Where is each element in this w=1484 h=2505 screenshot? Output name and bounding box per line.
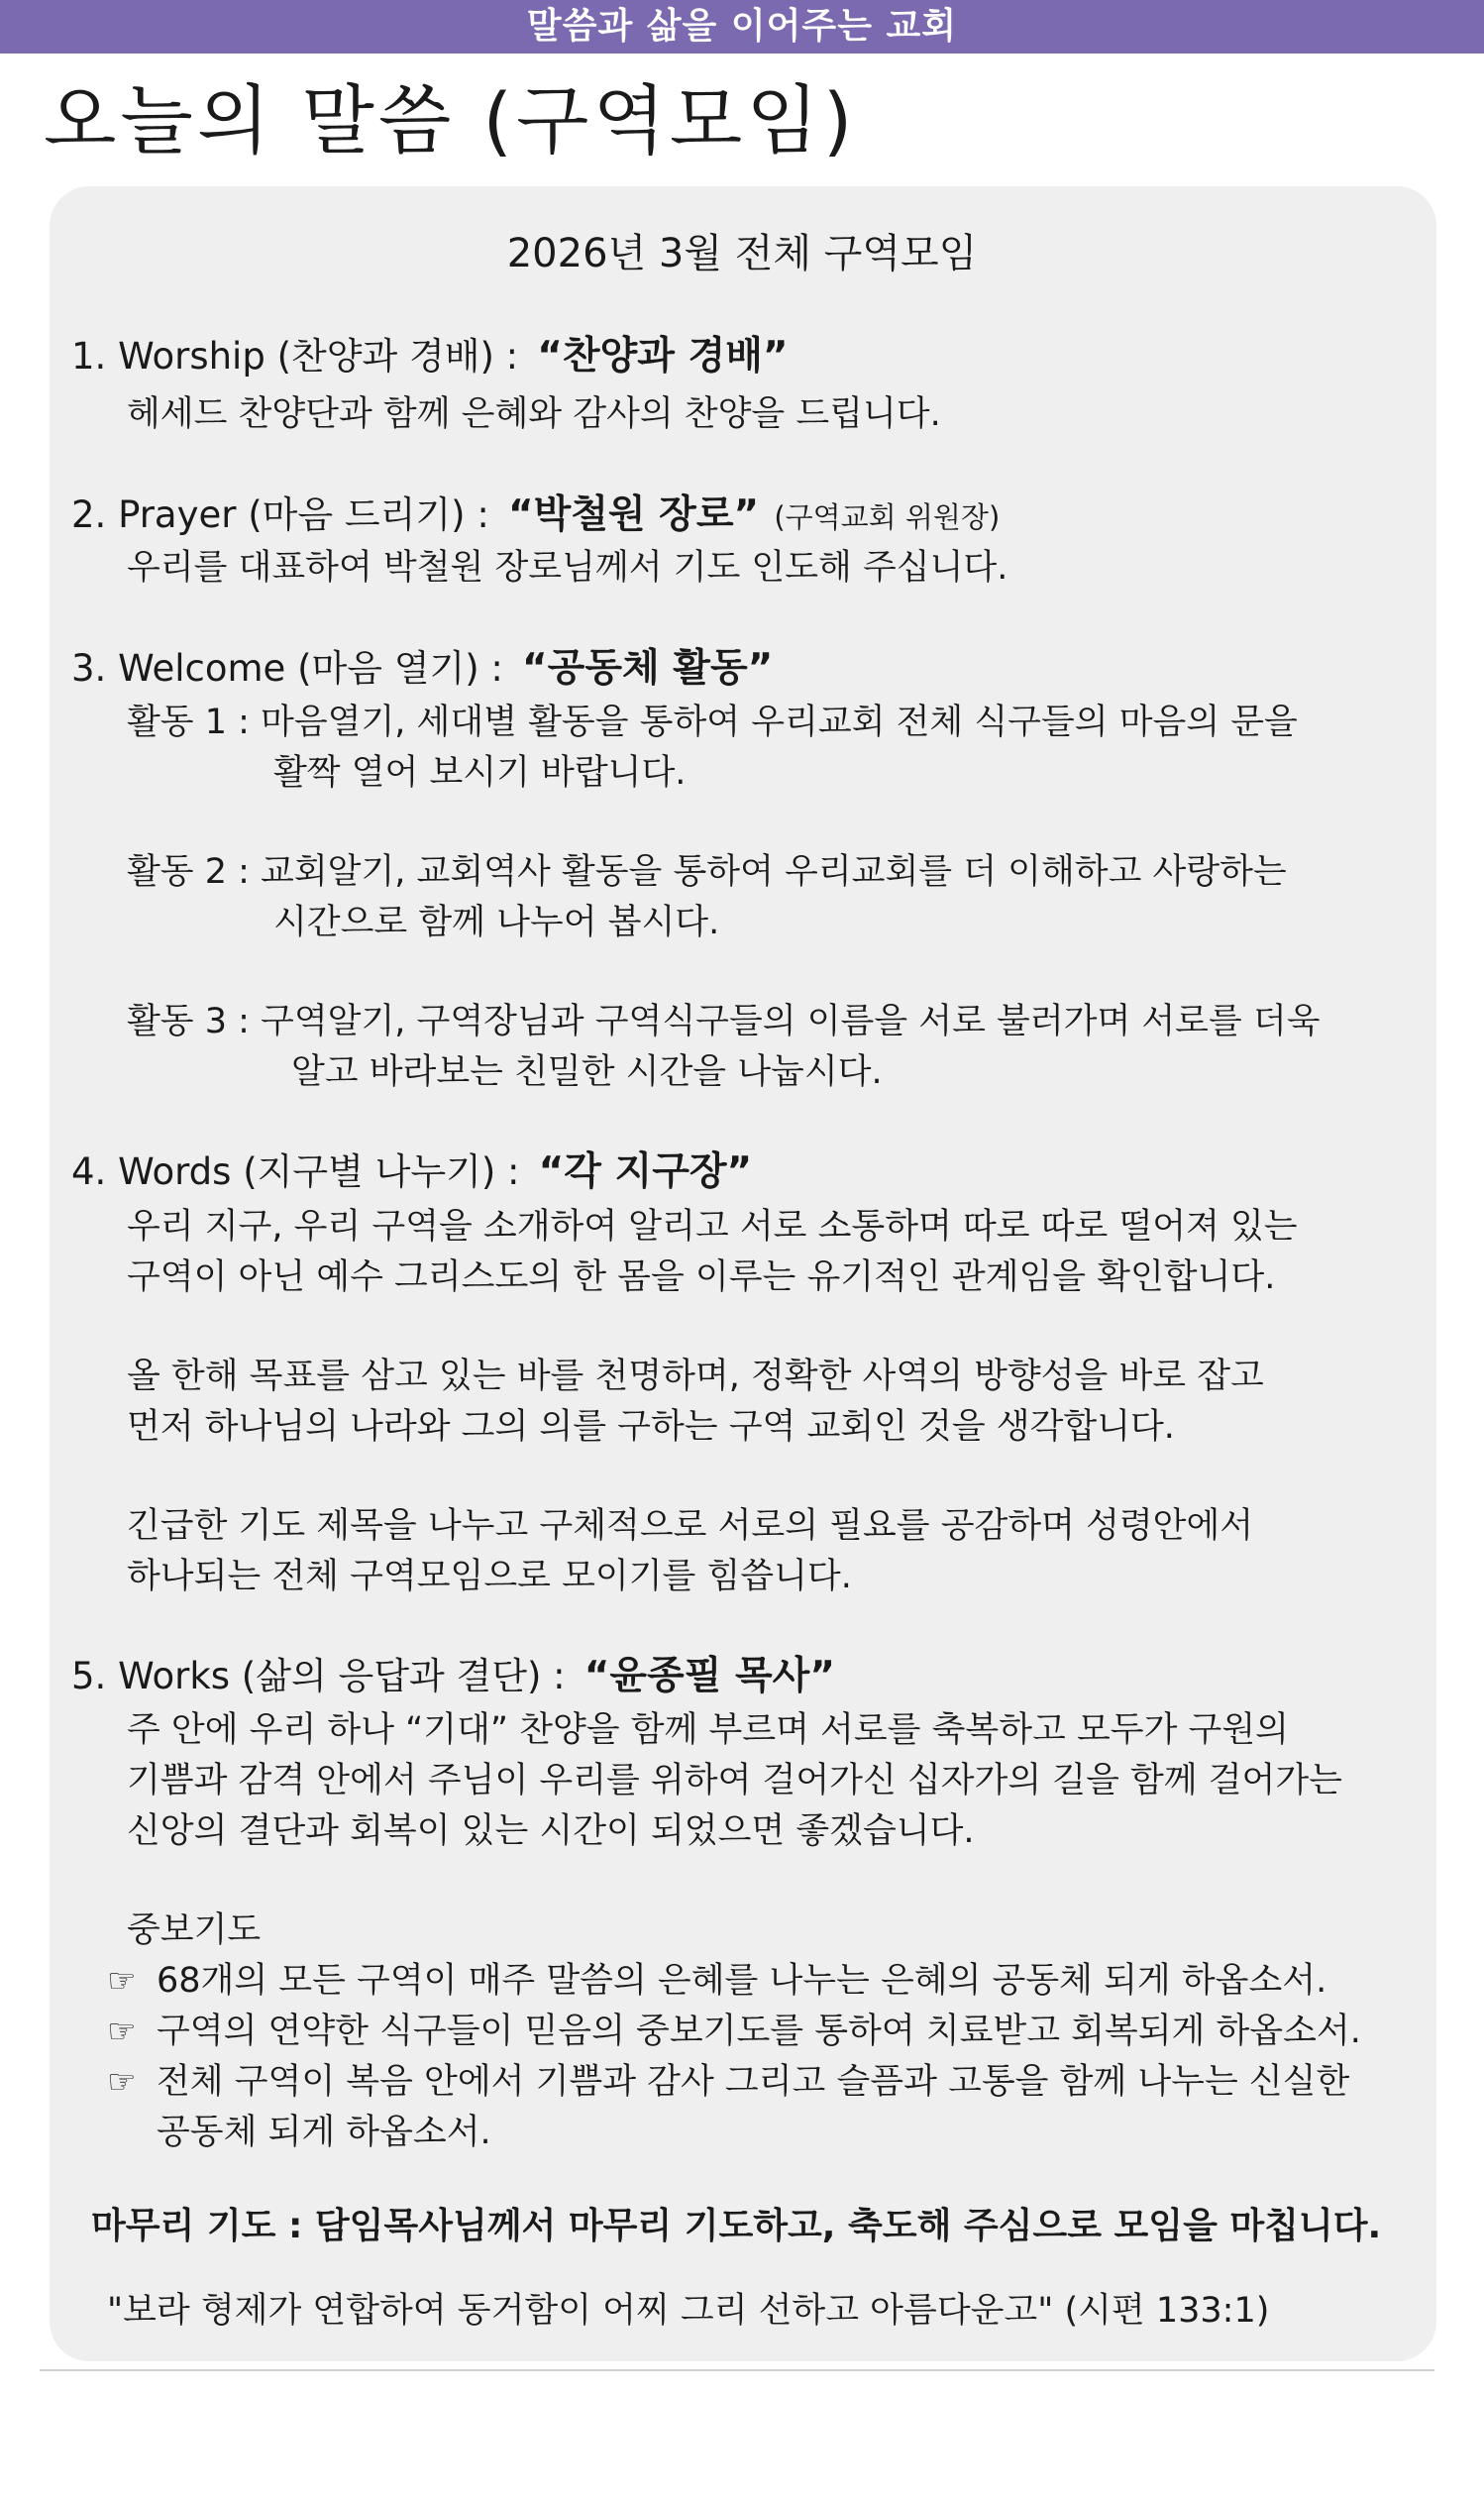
intercession-item — [107, 1956, 1326, 2006]
section-1-heading-row — [71, 332, 789, 382]
section-4-paragraph-3-line-2: 하나되는 전체 구역모임으로 모이기를 힘씁니다. — [127, 1557, 852, 1596]
section-5-heading-row — [71, 1652, 835, 1702]
section-4-paragraph-1-line-1: 우리 지구, 우리 구역을 소개하여 알리고 서로 소통하며 따로 따로 떨어져 있는 — [127, 1207, 1298, 1247]
activity-2-line-2: 시간으로 함께 나누어 봅시다. — [273, 903, 720, 942]
activity-2-line-1: 활동 2 : 교회알기, 교회역사 활동을 통하여 우리교회를 더 이해하고 사랑하는 — [127, 852, 1287, 892]
section-5-line-1: 주 안에 우리 하나 “기대” 찬양을 함께 부르며 서로를 축복하고 모두가 구원의 — [127, 1710, 1289, 1750]
bottom-divider — [40, 2369, 1434, 2371]
scripture-verse: "보라 형제가 연합하여 동거함이 어찌 그리 선하고 아름다운고" (시편 133:1) — [107, 2291, 1270, 2331]
section-4-leader: “각 지구장” — [538, 1149, 753, 1194]
intercession-item-continuation: 공동체 되게 하옵소서. — [157, 2113, 491, 2152]
section-3-heading-row — [71, 644, 773, 695]
section-4-paragraph-2-line-2: 먼저 하나님의 나라와 그의 의를 구하는 구역 교회인 것을 생각합니다. — [127, 1407, 1175, 1447]
intercession-item — [107, 2057, 1349, 2107]
section-2-text: 우리를 대표하여 박철원 장로님께서 기도 인도해 주십니다. — [127, 548, 1008, 588]
section-2-leader: “박철원 장로” — [507, 492, 760, 537]
activity-1-line-2: 활짝 열어 보시기 바랍니다. — [273, 753, 687, 793]
section-5-line-3: 신앙의 결단과 회복이 있는 시간이 되었으면 좋겠습니다. — [127, 1811, 975, 1851]
section-4-paragraph-3-line-1: 긴급한 기도 제목을 나누고 구체적으로 서로의 필요를 공감하며 성령안에서 — [127, 1506, 1254, 1546]
pointing-hand-icon: ☞ — [107, 2062, 137, 2101]
section-4-heading: 4. Words (지구별 나누기) : — [71, 1150, 520, 1193]
section-1-heading: 1. Worship (찬양과 경배) : — [71, 335, 519, 378]
activity-3-line-2: 알고 바라보는 친밀한 시간을 나눕시다. — [291, 1052, 883, 1092]
section-4-heading-row — [71, 1147, 752, 1198]
page-title: 오늘의 말씀 (구역모임) — [44, 76, 857, 164]
section-2-leader-role: (구역교회 위원장) — [774, 500, 1001, 534]
section-5-leader: “윤종필 목사” — [583, 1654, 835, 1698]
activity-3-line-1: 활동 3 : 구역알기, 구역장님과 구역식구들의 이름을 서로 불러가며 서로를 더욱 — [127, 1002, 1321, 1041]
section-1-leader: “찬양과 경배” — [537, 334, 789, 379]
section-2-heading-row — [71, 490, 1000, 542]
intercession-title: 중보기도 — [127, 1910, 262, 1950]
section-3-heading: 3. Welcome (마음 열기) : — [71, 647, 503, 690]
section-4-paragraph-2-line-1: 올 한해 목표를 삼고 있는 바를 천명하며, 정확한 사역의 방향성을 바로 잡고 — [127, 1357, 1264, 1396]
intercession-item-text: 68개의 모든 구역이 매주 말씀의 은혜를 나누는 은혜의 공동체 되게 하옵소서. — [157, 1961, 1327, 2001]
section-4-paragraph-1-line-2: 구역이 아닌 예수 그리스도의 한 몸을 이루는 유기적인 관계임을 확인합니다. — [127, 1257, 1276, 1297]
church-slogan-banner: 말씀과 삶을 이어주는 교회 — [0, 0, 1484, 54]
closing-prayer: 마무리 기도 : 담임목사님께서 마무리 기도하고, 축도해 주심으로 모임을 마칩니다. — [91, 2206, 1382, 2246]
section-5-line-2: 기쁨과 감격 안에서 주님이 우리를 위하여 걸어가신 십자가의 길을 함께 걸어가는 — [127, 1761, 1342, 1800]
section-2-heading: 2. Prayer (마음 드리기) : — [71, 493, 489, 536]
intercession-item — [107, 2007, 1361, 2056]
pointing-hand-icon: ☞ — [107, 2012, 137, 2050]
section-3-leader: “공동체 활동” — [522, 646, 774, 691]
section-1-text: 헤세드 찬양단과 함께 은혜와 감사의 찬양을 드립니다. — [127, 394, 941, 434]
meeting-title: 2026년 3월 전체 구역모임 — [506, 231, 978, 276]
intercession-item-text: 구역의 연약한 식구들이 믿음의 중보기도를 통하여 치료받고 회복되게 하옵소서. — [157, 2012, 1361, 2051]
activity-1-line-1: 활동 1 : 마음열기, 세대별 활동을 통하여 우리교회 전체 식구들의 마음의 문을 — [127, 703, 1298, 742]
section-5-heading: 5. Works (삶의 응답과 결단) : — [71, 1655, 566, 1697]
pointing-hand-icon: ☞ — [107, 1961, 137, 2000]
intercession-item-text: 전체 구역이 복음 안에서 기쁨과 감사 그리고 슬픔과 고통을 함께 나누는 신실한 — [157, 2062, 1350, 2102]
